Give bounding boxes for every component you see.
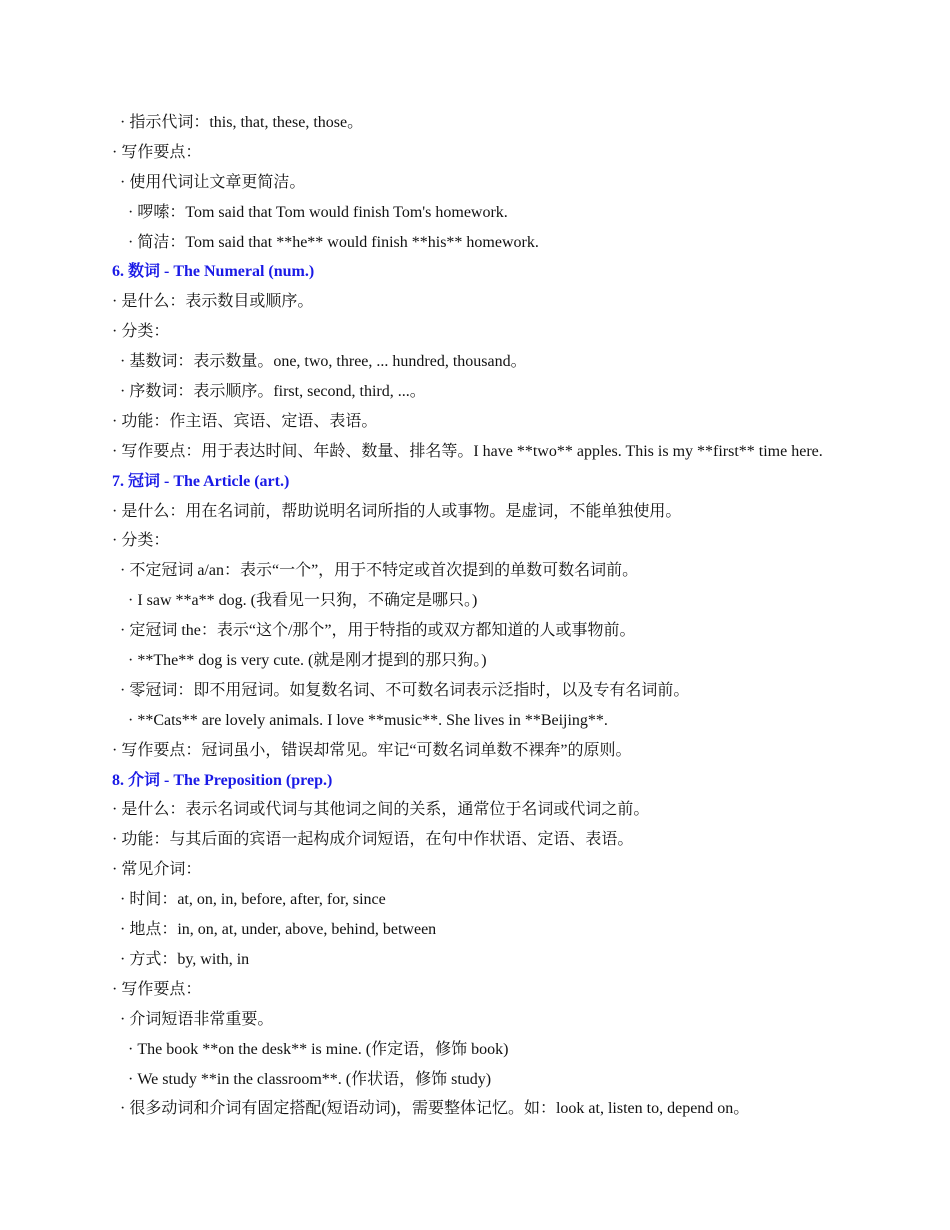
list-item-text: 方式：by, with, in <box>129 950 250 968</box>
list-item-text: 序数词：表示顺序。first, second, third, ...。 <box>129 383 426 401</box>
bullet: · <box>128 592 134 610</box>
list-item <box>112 1035 902 1065</box>
list-item-text: 基数词：表示数量。one, two, three, ... hundred, thousand。 <box>129 353 527 371</box>
bullet: · <box>120 622 126 640</box>
bullet: · <box>112 861 118 879</box>
list-item <box>112 317 902 347</box>
list-item <box>112 706 902 736</box>
bullet: · <box>112 532 118 550</box>
section-heading-preposition: 8. 介词 - The Preposition (prep.) <box>112 771 333 789</box>
bullet: · <box>112 801 118 819</box>
bullet: · <box>112 831 118 849</box>
list-item <box>112 437 902 467</box>
list-item-text: 定冠词 the：表示“这个/那个”，用于特指的或双方都知道的人或事物前。 <box>129 622 636 640</box>
bullet: · <box>128 652 134 670</box>
list-item <box>112 108 902 138</box>
list-item-text: 功能：与其后面的宾语一起构成介词短语，在句中作状语、定语、表语。 <box>121 831 634 849</box>
list-item <box>112 407 902 437</box>
bullet: · <box>112 980 118 998</box>
list-item-text: 啰嗦：Tom said that Tom would finish Tom's homework. <box>137 203 508 221</box>
list-item-text: The book **on the desk** is mine. (作定语，修饰 book) <box>137 1040 509 1058</box>
list-item-text: 使用代词让文章更简洁。 <box>129 173 306 191</box>
list-item <box>112 975 902 1005</box>
list-item-text: 是什么：表示数目或顺序。 <box>121 293 314 311</box>
list-item <box>112 1094 902 1124</box>
list-item <box>112 198 902 228</box>
list-item-text: 写作要点： <box>121 980 202 998</box>
bullet: · <box>112 293 118 311</box>
list-item-text: **Cats** are lovely animals. I love **music**. She lives in **Beijing**. <box>137 711 608 729</box>
bullet: · <box>120 921 126 939</box>
list-item-text: We study **in the classroom**. (作状语，修饰 study) <box>137 1070 492 1088</box>
bullet: · <box>120 1010 126 1028</box>
list-item-text: 写作要点：用于表达时间、年龄、数量、排名等。I have **two** apples. This is my **first** time here. <box>121 442 823 460</box>
bullet: · <box>112 741 118 759</box>
list-item-text: 很多动词和介词有固定搭配(短语动词)，需要整体记忆。如：look at, listen to, depend on。 <box>129 1100 750 1118</box>
list-item <box>112 646 902 676</box>
document-page <box>112 108 902 1124</box>
list-item <box>112 228 902 258</box>
list-item <box>112 945 902 975</box>
list-item <box>112 736 902 766</box>
bullet: · <box>120 114 126 131</box>
list-item <box>112 915 902 945</box>
list-item <box>112 1065 902 1095</box>
list-item-text: **The** dog is very cute. (就是刚才提到的那只狗。) <box>137 652 487 670</box>
bullet: · <box>120 383 126 401</box>
list-item <box>112 616 902 646</box>
bullet: · <box>120 681 126 699</box>
list-item <box>112 168 902 198</box>
list-item <box>112 347 902 377</box>
section-heading-numeral: 6. 数词 - The Numeral (num.) <box>112 263 315 281</box>
list-item <box>112 676 902 706</box>
list-item <box>112 138 902 168</box>
list-item-text: 地点：in, on, at, under, above, behind, between <box>129 921 437 939</box>
bullet: · <box>120 173 126 191</box>
list-item-text: 写作要点：冠词虽小，错误却常见。牢记“可数名词单数不裸奔”的原则。 <box>121 741 632 759</box>
bullet: · <box>128 1070 134 1088</box>
list-item-text: 零冠词：即不用冠词。如复数名词、不可数名词表示泛指时，以及专有名词前。 <box>129 681 690 699</box>
list-item-text: 写作要点： <box>121 143 202 161</box>
list-item <box>112 497 902 527</box>
bullet: · <box>120 950 126 968</box>
bullet: · <box>112 323 118 341</box>
list-item-text: 时间：at, on, in, before, after, for, since <box>129 891 386 909</box>
bullet: · <box>128 1040 134 1058</box>
bullet: · <box>112 412 118 430</box>
list-item <box>112 556 902 586</box>
bullet: · <box>128 711 134 729</box>
bullet: · <box>112 143 118 161</box>
list-item <box>112 1005 902 1035</box>
list-item-text: 介词短语非常重要。 <box>129 1010 274 1028</box>
list-item-text: 指示代词：this, that, these, those。 <box>129 114 364 131</box>
list-item-text: 分类： <box>121 323 170 341</box>
list-item-text: 是什么：表示名词或代词与其他词之间的关系，通常位于名词或代词之前。 <box>121 801 650 819</box>
list-item <box>112 287 902 317</box>
list-item-text: 是什么：用在名词前，帮助说明名词所指的人或事物。是虚词，不能单独使用。 <box>121 502 682 520</box>
section-heading-article: 7. 冠词 - The Article (art.) <box>112 472 290 490</box>
list-item <box>112 885 902 915</box>
bullet: · <box>128 203 134 221</box>
list-item <box>112 586 902 616</box>
list-item <box>112 526 902 556</box>
list-item-text: 分类： <box>121 532 170 550</box>
list-item <box>112 825 902 855</box>
bullet: · <box>120 891 126 909</box>
list-item-text: 不定冠词 a/an：表示“一个”，用于不特定或首次提到的单数可数名词前。 <box>129 562 639 580</box>
bullet: · <box>112 502 118 520</box>
list-item-text: 功能：作主语、宾语、定语、表语。 <box>121 412 378 430</box>
list-item <box>112 795 902 825</box>
list-item-text: 简洁：Tom said that **he** would finish **his** homework. <box>137 233 539 251</box>
bullet: · <box>112 442 118 460</box>
list-item <box>112 855 902 885</box>
list-item-text: 常见介词： <box>121 861 202 879</box>
list-item-text: I saw **a** dog. (我看见一只狗，不确定是哪只。) <box>137 592 478 610</box>
bullet: · <box>120 562 126 580</box>
bullet: · <box>120 1100 126 1118</box>
list-item <box>112 377 902 407</box>
bullet: · <box>120 353 126 371</box>
bullet: · <box>128 233 134 251</box>
